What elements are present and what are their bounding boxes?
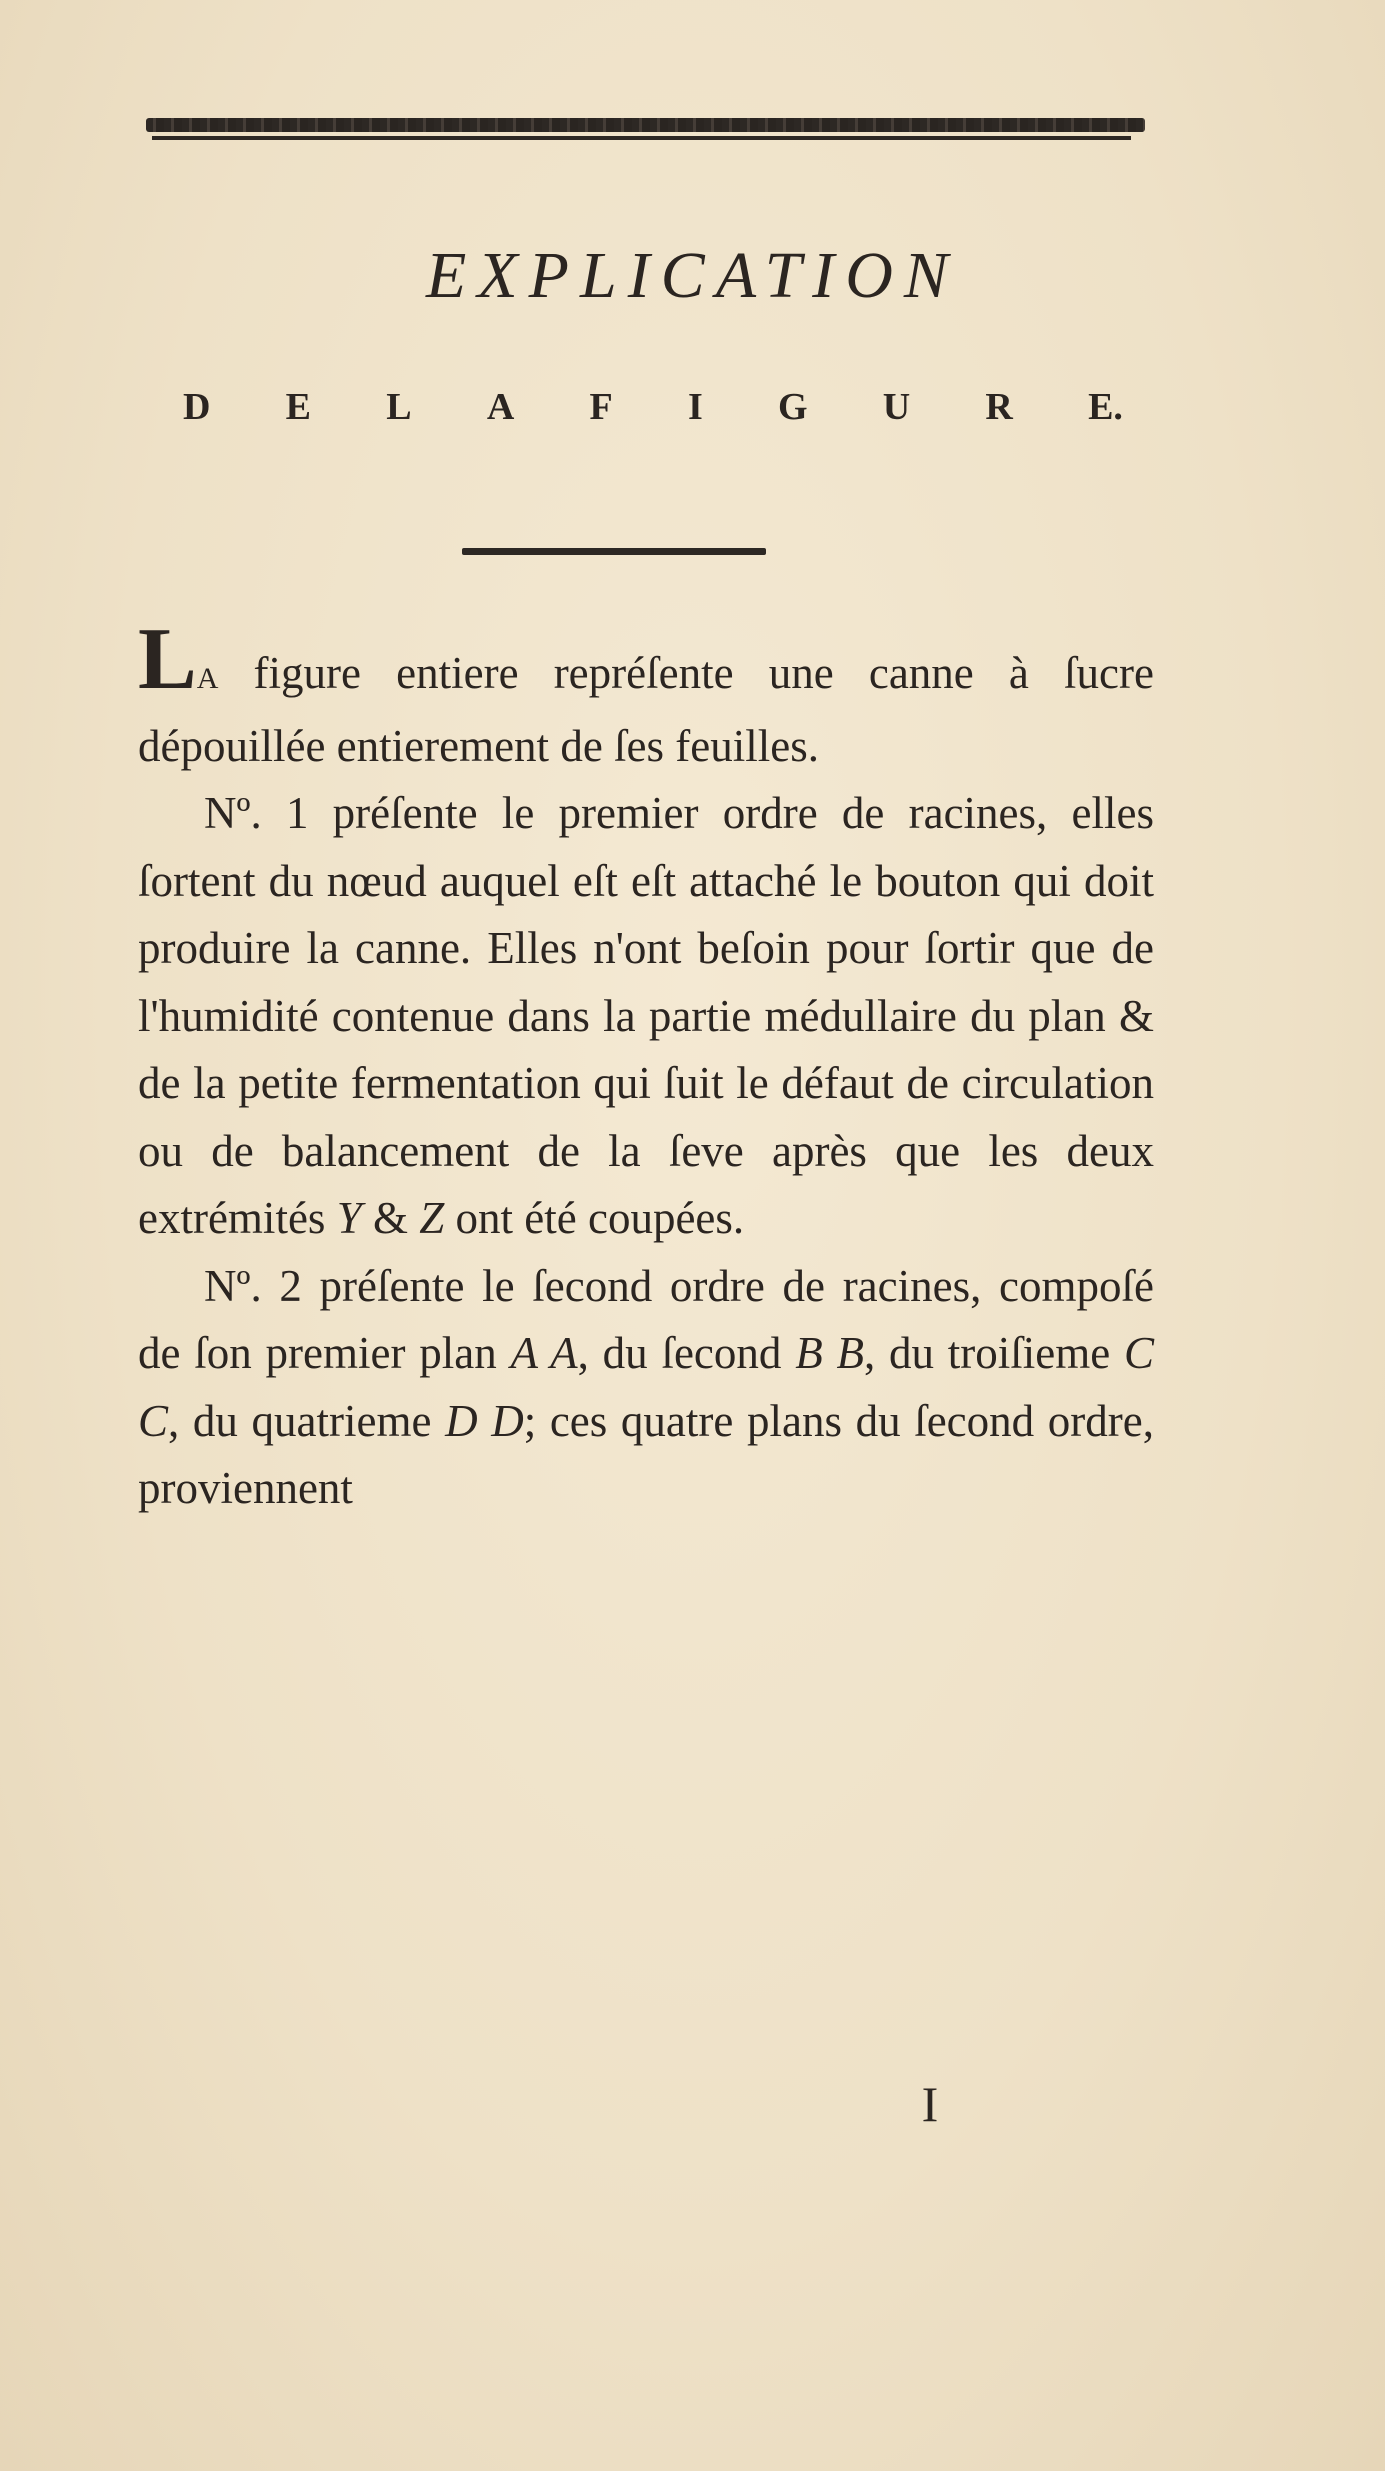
paragraph-3-part-2: , du ſecond: [577, 1328, 796, 1378]
ampersand: &: [361, 1193, 420, 1243]
paragraph-2: [138, 780, 1154, 1253]
subtitle-letter: F: [589, 386, 613, 428]
section-divider-rule: [462, 548, 766, 555]
figure-label-aa: A A: [510, 1328, 578, 1378]
page-subtitle: [183, 385, 1123, 429]
header-ornament-rule: [146, 112, 1145, 142]
figure-label-bb: B B: [795, 1328, 864, 1378]
paragraph-3: [138, 1253, 1154, 1523]
subtitle-letter: L: [386, 386, 412, 428]
paragraph-3-part-4: , du quatrieme: [168, 1395, 446, 1446]
subtitle-letter: R: [985, 386, 1013, 428]
paragraph-3-part-5: ; ces quatre plans du ſecond ordre, proviennent: [138, 1395, 1154, 1513]
drop-cap: L: [138, 611, 197, 708]
figure-label-z: Z: [419, 1193, 445, 1243]
header-rule-thin: [152, 136, 1131, 140]
header-rule-thick: [146, 118, 1145, 132]
figure-label-dd: D D: [445, 1395, 524, 1446]
subtitle-letter: D: [183, 386, 211, 428]
paragraph-3-part-3: , du troiſieme: [863, 1328, 1124, 1378]
paragraph-2-end: ont été coupées.: [444, 1193, 745, 1243]
figure-label-y: Y: [336, 1193, 362, 1243]
small-caps-letter: A: [196, 662, 219, 695]
paragraph-1-text: figure entiere repréſente une canne à ſucre dépouillée entierement de ſes feuilles.: [138, 648, 1154, 771]
subtitle-letter: E: [285, 386, 312, 428]
subtitle-letter: U: [882, 386, 911, 428]
signature-mark: I: [921, 2076, 939, 2132]
subtitle-letter: G: [777, 386, 808, 428]
subtitle-letter: I: [687, 386, 703, 428]
body-text: [138, 611, 1155, 1523]
page-title: EXPLICATION: [426, 239, 959, 312]
paragraph-2-text: Nº. 1 préſente le premier ordre de racines, elles ſortent du nœud auquel eſt eſt attaché le bouton qui doit produire la canne. Elles n'ont beſoin pour ſortir que de l'humidité contenue dans la partie médullaire du plan & de la petite fermentation qui ſuit le défaut de circulation ou de balancement de la ſeve après que les deux extrémités: [138, 788, 1154, 1243]
figure-label-cc: C C: [138, 1328, 1155, 1446]
subtitle-letter: A: [486, 386, 515, 428]
paragraph-1: [138, 611, 1154, 780]
subtitle-letter: E.: [1088, 386, 1123, 428]
paragraph-3-part-1: Nº. 2 préſente le ſecond ordre de racines, compoſé de ſon premier plan: [138, 1260, 1154, 1378]
